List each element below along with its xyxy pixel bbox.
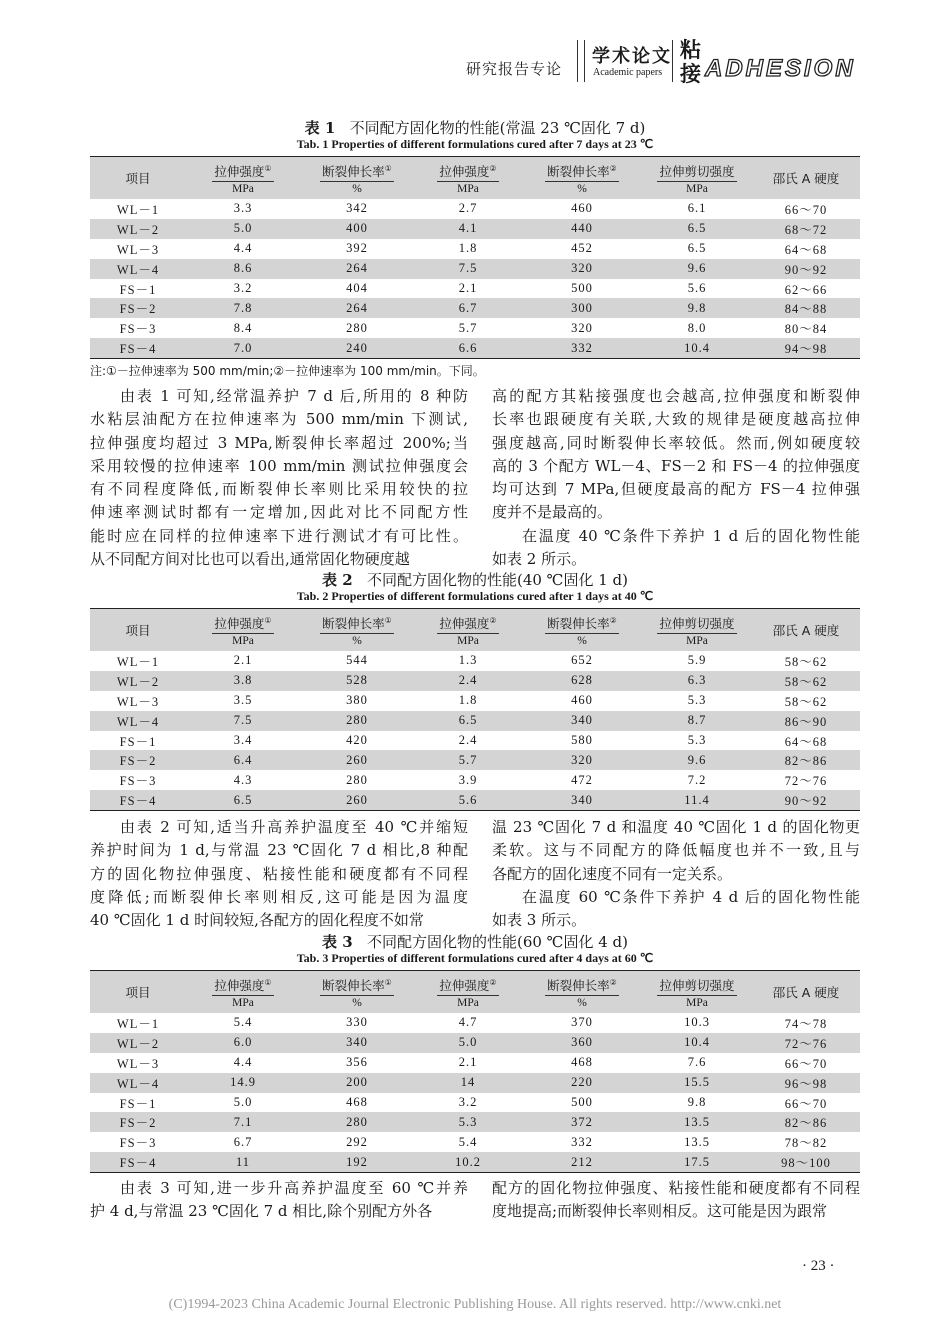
table-cell: 14.9 [186, 1073, 300, 1093]
table-cell: 3.4 [233, 733, 253, 747]
text-line: 采用较慢的拉伸速率 100 mm/min 测试拉伸强度会 [90, 456, 468, 475]
table-cell: FS－2 [90, 1112, 186, 1132]
text-line: 高的 3 个配方 WL－4、FS－2 和 FS－4 的拉伸强度 [492, 456, 860, 475]
table-cell: 6.5 [186, 790, 300, 810]
table-row [90, 750, 860, 770]
table-cell: 420 [346, 733, 368, 747]
col-header: 断裂伸长率① % [300, 157, 414, 200]
table-cell: 652 [571, 653, 593, 668]
text-line: 护 4 d,与常温 23 ℃固化 7 d 相比,除个别配方外各 [90, 1202, 433, 1221]
table-cell: 6.5 [414, 711, 522, 731]
table-cell: FS－2 [90, 750, 186, 770]
table-cell: 74～78 [784, 1016, 828, 1031]
table-row [90, 711, 860, 731]
table-cell: 5.0 [414, 1033, 522, 1053]
table-cell: 6.7 [233, 1134, 253, 1149]
table-cell: 84～88 [752, 298, 860, 318]
table-row [90, 691, 860, 711]
text-line: 度降低;而断裂伸长率则相反,这可能是因为温度 [90, 887, 468, 906]
page-number: · 23 · [802, 1258, 835, 1274]
table-cell: 1.3 [458, 653, 478, 668]
table-cell: 240 [300, 338, 414, 358]
table-cell: 9.8 [687, 1095, 707, 1109]
table-cell: 192 [300, 1152, 414, 1172]
table-cell: WL－1 [116, 1016, 160, 1031]
table-row [90, 259, 860, 279]
table-cell: 5.4 [233, 1015, 253, 1030]
table-cell: 4.4 [233, 1055, 253, 1070]
table-cell: 5.6 [687, 281, 707, 295]
table-cell: 5.3 [687, 733, 707, 747]
col-header: 拉伸剪切强度 MPa [642, 609, 752, 652]
text-line: 如表 3 所示。 [492, 911, 587, 930]
table-cell: 404 [346, 281, 368, 295]
table-cell: 7.2 [687, 772, 707, 787]
text-line: 伸速率测试时都有一定增加,因此对比不同配方性 [90, 503, 468, 522]
col-header: 断裂伸长率② % [522, 157, 642, 200]
col-header: 拉伸强度① MPa [186, 609, 300, 652]
table-cell: 460 [571, 693, 593, 708]
table-cell: 468 [571, 1055, 593, 1070]
text-line: 度地提高;而断裂伸长率则相反。这可能是因为跟常 [492, 1202, 828, 1221]
table-cell: 66～70 [784, 202, 828, 217]
table-cell: 94～98 [752, 338, 860, 358]
table-cell: 356 [346, 1055, 368, 1070]
table-row [90, 1112, 860, 1132]
table-cell: 5.3 [414, 1112, 522, 1132]
table-cell: 264 [300, 259, 414, 279]
table-cell: 6.6 [414, 338, 522, 358]
col-header: 拉伸强度① MPa [186, 157, 300, 200]
table-row [90, 219, 860, 239]
col-header: 邵氏 A 硬度 [752, 157, 860, 200]
table-note: 注:①－拉伸速率为 500 mm/min;②－拉伸速率为 100 mm/min。下同。 [90, 364, 485, 378]
table-cell: WL－4 [90, 711, 186, 731]
table-cell: FS－4 [90, 1152, 186, 1172]
table-row [90, 199, 860, 219]
table-cell: 72～76 [752, 1033, 860, 1053]
table-cell: 2.7 [458, 201, 478, 216]
table-cell: 96～98 [752, 1073, 860, 1093]
table-cell: 2.1 [233, 653, 253, 668]
table-row [90, 1152, 860, 1172]
table-cell: 1.8 [458, 693, 478, 708]
table-cell: 10.3 [684, 1015, 710, 1030]
column-title-en: Academic papers [593, 67, 663, 78]
table3-subtitle: Tab. 3 Properties of different formulations cured after 4 days at 60 ℃ [296, 951, 654, 965]
table2 [90, 608, 860, 811]
table-row [90, 770, 860, 790]
table-cell: 58～62 [784, 654, 828, 669]
col-header: 邵氏 A 硬度 [752, 609, 860, 652]
table-row [90, 790, 860, 810]
table-cell: 3.5 [233, 693, 253, 708]
table-cell: 628 [522, 671, 642, 691]
table-cell: 98～100 [752, 1152, 860, 1172]
table-row [90, 1033, 860, 1053]
table-row [90, 1053, 860, 1073]
table-row [90, 279, 860, 299]
table-cell: 392 [346, 241, 368, 256]
table-cell: 320 [522, 750, 642, 770]
table-cell: 544 [346, 653, 368, 668]
table-cell: 330 [346, 1015, 368, 1030]
table-cell: 11.4 [642, 790, 752, 810]
table1 [90, 156, 860, 359]
table-cell: 5.3 [687, 693, 707, 708]
table-cell: 280 [346, 320, 368, 335]
table-cell: 5.7 [414, 750, 522, 770]
table-cell: 3.9 [458, 772, 478, 787]
text-line: 从不同配方间对比也可以看出,通常固化物硬度越 [90, 550, 410, 569]
text-line: 均可达到 7 MPa,但硬度最高的配方 FS－4 拉伸强 [492, 480, 860, 499]
table-cell: 370 [571, 1015, 593, 1030]
text-line: 高的配方其粘接强度也会越高,拉伸强度和断裂伸 [492, 387, 860, 405]
table-cell: 7.6 [687, 1055, 707, 1070]
table-cell: 5.0 [186, 219, 300, 239]
text-line: 强度越高,同时断裂伸长率较低。然而,例如硬度较 [492, 433, 860, 452]
table-cell: 400 [300, 219, 414, 239]
table-cell: FS－2 [90, 298, 186, 318]
table-cell: 372 [522, 1112, 642, 1132]
table-cell: 460 [571, 201, 593, 216]
table-cell: 212 [522, 1152, 642, 1172]
table-cell: 3.8 [186, 671, 300, 691]
text-line: 在温度 60 ℃条件下养护 4 d 后的固化物性能 [522, 888, 860, 906]
table-cell: 4.7 [458, 1015, 478, 1030]
table-cell: 8.0 [687, 320, 707, 335]
table3-caption: 表 3 不同配方固化物的性能(60 ℃固化 4 d) [321, 933, 628, 951]
table-cell: 10.4 [642, 338, 752, 358]
column-title-cn: 学术论文 [592, 46, 672, 67]
col-header: 拉伸强度② MPa [414, 971, 522, 1014]
text-line: 有不同程度降低,而断裂伸长率则比采用较快的拉 [90, 480, 468, 499]
table-row [90, 338, 860, 358]
table-cell: WL－1 [116, 654, 160, 669]
table2-subtitle: Tab. 2 Properties of different formulations cured after 1 days at 40 ℃ [296, 589, 654, 603]
table-cell: 9.8 [642, 298, 752, 318]
text-line: 方的固化物拉伸强度、粘接性能和硬度都有不同程 [90, 864, 468, 883]
table-cell: 64～68 [784, 242, 828, 257]
table-cell: FS－3 [119, 322, 157, 337]
text-line: 由表 1 可知,经常温养护 7 d 后,所用的 8 种防 [120, 387, 468, 405]
col-header: 拉伸剪切强度 MPa [642, 971, 752, 1014]
text-line: 拉伸强度均超过 3 MPa,断裂伸长率超过 200%;当 [90, 433, 468, 452]
table-cell: 66～70 [784, 1096, 828, 1111]
text-line: 配方的固化物拉伸强度、粘接性能和硬度都有不同程 [492, 1179, 860, 1197]
journal-name-en: ADHESION [705, 55, 856, 82]
table-cell: 4.1 [414, 219, 522, 239]
table-cell: WL－2 [90, 219, 186, 239]
table-cell: 3.3 [233, 201, 253, 216]
table-row [90, 1073, 860, 1093]
section-label: 研究报告专论 [466, 60, 563, 78]
table-cell: 80～84 [784, 322, 828, 337]
table-cell: 10.2 [414, 1152, 522, 1172]
col-header: 邵氏 A 硬度 [752, 971, 860, 1014]
para1-left [90, 385, 468, 571]
table-cell: 332 [571, 1134, 593, 1149]
table-cell: 72～76 [784, 774, 828, 789]
table1-subtitle: Tab. 1 Properties of different formulations cured after 7 days at 23 ℃ [296, 137, 654, 151]
table-row [90, 671, 860, 691]
text-line: 各配方的固化速度不同有一定关系。 [492, 864, 733, 883]
table-cell: 5.7 [458, 320, 478, 335]
table-row [90, 651, 860, 671]
table-cell: 320 [522, 259, 642, 279]
table-cell: 7.8 [186, 298, 300, 318]
journal-name-zh: 粘接 [680, 38, 701, 86]
text-line: 能时应在同样的拉伸速率下进行测试才有可比性。 [90, 526, 468, 545]
table-cell: 9.6 [642, 259, 752, 279]
table-cell: 11 [186, 1152, 300, 1172]
table-cell: 3.2 [233, 281, 253, 295]
para2-left [90, 816, 468, 932]
table-row [90, 298, 860, 318]
col-header: 拉伸强度① MPa [186, 971, 300, 1014]
table-row [90, 239, 860, 259]
table-cell: 380 [346, 693, 368, 708]
table-cell: WL－3 [116, 694, 160, 709]
para1-right [492, 385, 860, 525]
table-cell: 292 [346, 1134, 368, 1149]
table-cell: 7.0 [186, 338, 300, 358]
table-cell: 2.1 [458, 281, 478, 295]
table-cell: FS－3 [119, 774, 157, 789]
table-cell: 1.8 [458, 241, 478, 256]
table-cell: WL－4 [90, 1073, 186, 1093]
table-cell: FS－4 [90, 790, 186, 810]
col-header: 项目 [90, 157, 186, 200]
table-cell: 6.5 [642, 219, 752, 239]
table-cell: 82～86 [752, 1112, 860, 1132]
table-cell: 68～72 [752, 219, 860, 239]
para2-right [492, 816, 860, 886]
table-cell: 452 [571, 241, 593, 256]
table-cell: 6.5 [687, 241, 707, 256]
table-cell: 17.5 [642, 1152, 752, 1172]
text-line: 由表 3 可知,进一步升高养护温度至 60 ℃并养 [120, 1179, 468, 1197]
copyright-footer: (C)1994-2023 China Academic Journal Electronic Publishing House. All rights reserved. http://www.cnki.net [168, 1297, 782, 1312]
table-cell: 340 [522, 790, 642, 810]
col-header: 项目 [90, 609, 186, 652]
table-cell: 90～92 [752, 259, 860, 279]
header-divider-2 [672, 40, 673, 82]
table-cell: 332 [522, 338, 642, 358]
table-cell: FS－1 [119, 1096, 157, 1111]
table-cell: 14 [414, 1073, 522, 1093]
col-header: 断裂伸长率① % [300, 971, 414, 1014]
para3-left [90, 1177, 468, 1224]
table-cell: 6.1 [687, 201, 707, 216]
table-cell: WL－1 [116, 202, 160, 217]
col-header: 断裂伸长率② % [522, 971, 642, 1014]
text-line: 如表 2 所示。 [492, 550, 587, 569]
table-cell: 2.4 [414, 671, 522, 691]
text-line: 在温度 40 ℃条件下养护 1 d 后的固化物性能 [522, 527, 860, 545]
table-cell: 280 [346, 772, 368, 787]
text-line: 养护时间为 1 d,与常温 23 ℃固化 7 d 相比,8 种配 [90, 841, 468, 860]
table-cell: 500 [571, 281, 593, 295]
text-line: 长率也跟硬度有关联,大致的规律是硬度越高拉伸 [492, 410, 860, 429]
table-cell: WL－4 [90, 259, 186, 279]
text-line: 柔软。这与不同配方的降低幅度也并不一致,且与 [492, 841, 860, 860]
table-cell: 468 [346, 1095, 368, 1109]
table-cell: 6.7 [414, 298, 522, 318]
table-cell: 7.5 [186, 711, 300, 731]
col-header: 项目 [90, 971, 186, 1014]
table-cell: 340 [522, 711, 642, 731]
table-cell: 10.4 [642, 1033, 752, 1053]
table-cell: 6.0 [186, 1033, 300, 1053]
text-line: 由表 2 可知,适当升高养护温度至 40 ℃并缩短 [120, 818, 468, 836]
table-cell: 472 [571, 772, 593, 787]
para2-right-b [492, 886, 860, 933]
table-cell: 2.1 [458, 1055, 478, 1070]
table-cell: 78～82 [784, 1136, 828, 1151]
para3-right [492, 1177, 860, 1224]
table-row [90, 1013, 860, 1033]
table-cell: FS－1 [119, 282, 157, 297]
table-cell: FS－4 [90, 338, 186, 358]
table-cell: WL－2 [90, 1033, 186, 1053]
text-line: 度并不是最高的。 [492, 503, 613, 522]
table-cell: WL－3 [116, 242, 160, 257]
table-cell: 260 [300, 790, 414, 810]
para1-right-b [492, 525, 860, 572]
table-cell: 86～90 [752, 711, 860, 731]
table-cell: 5.9 [687, 653, 707, 668]
table-cell: 300 [522, 298, 642, 318]
table-cell: 280 [300, 1112, 414, 1132]
table-cell: 58～62 [752, 671, 860, 691]
table2-caption: 表 2 不同配方固化物的性能(40 ℃固化 1 d) [321, 571, 628, 589]
table-cell: 13.5 [684, 1134, 710, 1149]
table-cell: 9.6 [642, 750, 752, 770]
table-cell: WL－3 [116, 1056, 160, 1071]
table-cell: 580 [571, 733, 593, 747]
table-cell: 6.4 [186, 750, 300, 770]
text-line: 水粘层油配方在拉伸速率为 500 mm/min 下测试, [90, 410, 468, 429]
table-cell: 320 [571, 320, 593, 335]
table-cell: 3.2 [458, 1095, 478, 1109]
table-cell: 4.4 [233, 241, 253, 256]
table-row [90, 1132, 860, 1152]
table-cell: 200 [300, 1073, 414, 1093]
table-cell: WL－2 [90, 671, 186, 691]
table-cell: 13.5 [642, 1112, 752, 1132]
table-cell: 4.3 [233, 772, 253, 787]
table-cell: 440 [522, 219, 642, 239]
table1-caption: 表 1 不同配方固化物的性能(常温 23 ℃固化 7 d) [304, 119, 646, 137]
header-divider [577, 40, 585, 82]
col-header: 拉伸强度② MPa [414, 609, 522, 652]
table-cell: 8.4 [233, 320, 253, 335]
col-header: 断裂伸长率① % [300, 609, 414, 652]
table-cell: 220 [522, 1073, 642, 1093]
table-cell: 260 [300, 750, 414, 770]
table-cell: 264 [300, 298, 414, 318]
table3 [90, 970, 860, 1173]
table-cell: 8.7 [642, 711, 752, 731]
table-cell: 5.0 [233, 1095, 253, 1109]
table-cell: 58～62 [784, 694, 828, 709]
table-cell: 15.5 [642, 1073, 752, 1093]
table-cell: 500 [571, 1095, 593, 1109]
table-cell: 82～86 [752, 750, 860, 770]
table-row [90, 318, 860, 338]
table-row [90, 731, 860, 751]
col-header: 拉伸剪切强度 MPa [642, 157, 752, 200]
col-header: 断裂伸长率② % [522, 609, 642, 652]
table-row [90, 1093, 860, 1113]
table-cell: 340 [300, 1033, 414, 1053]
table-cell: 90～92 [752, 790, 860, 810]
table-cell: 528 [300, 671, 414, 691]
table-cell: 5.6 [414, 790, 522, 810]
table-cell: 7.5 [414, 259, 522, 279]
table-cell: 7.1 [186, 1112, 300, 1132]
table-cell: 280 [300, 711, 414, 731]
table-cell: 342 [346, 201, 368, 216]
table-cell: FS－1 [119, 734, 157, 749]
table-cell: 66～70 [784, 1056, 828, 1071]
table-cell: 360 [522, 1033, 642, 1053]
col-header: 拉伸强度② MPa [414, 157, 522, 200]
table-cell: 5.4 [458, 1134, 478, 1149]
text-line: 40 ℃固化 1 d 时间较短,各配方的固化程度不如常 [90, 911, 424, 930]
table-cell: 6.3 [642, 671, 752, 691]
table-cell: 62～66 [784, 282, 828, 297]
table-cell: 8.6 [186, 259, 300, 279]
text-line: 温 23 ℃固化 7 d 和温度 40 ℃固化 1 d 的固化物更 [492, 818, 860, 836]
table-cell: 2.4 [458, 733, 478, 747]
table-cell: 64～68 [784, 734, 828, 749]
table-cell: FS－3 [119, 1136, 157, 1151]
